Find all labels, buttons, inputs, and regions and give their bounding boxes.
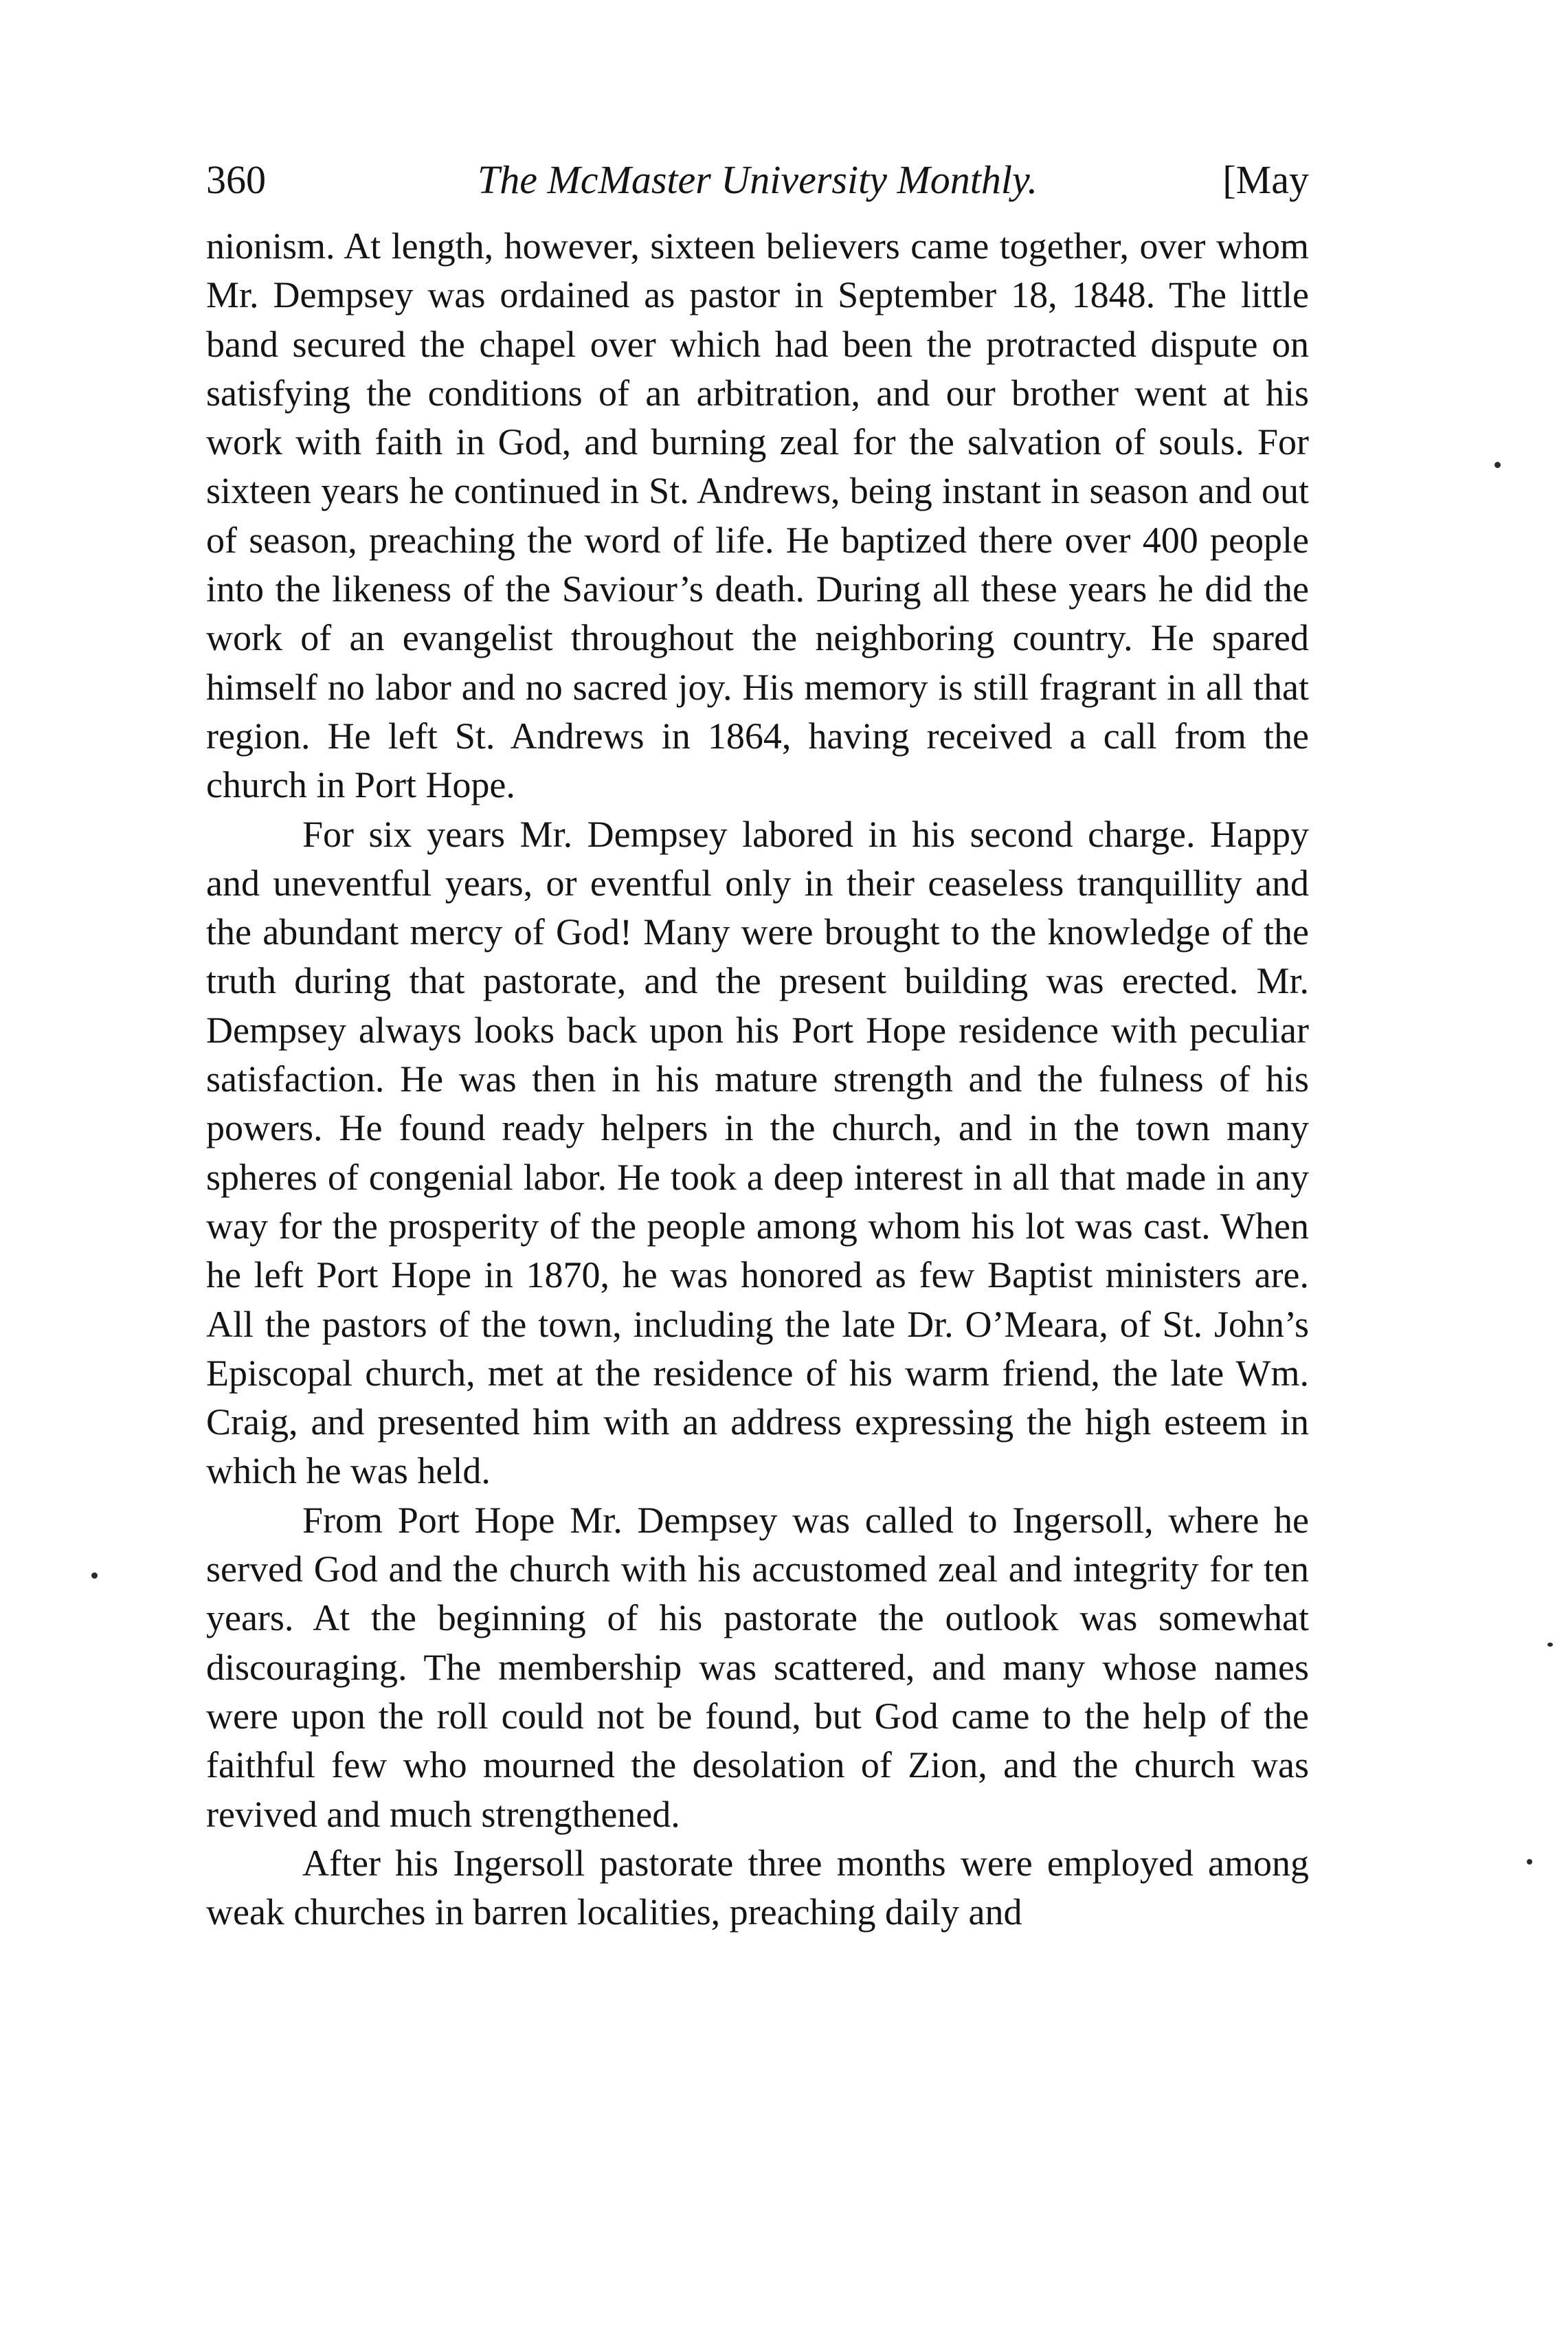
scan-speck [1494, 462, 1501, 468]
scan-speck [91, 1572, 98, 1579]
body-text [206, 222, 1309, 1937]
journal-title: The McMaster University Monthly. [477, 157, 1038, 202]
issue-month: [May [1222, 157, 1309, 202]
scan-speck [1527, 1859, 1532, 1865]
scan-speck [1547, 1643, 1553, 1647]
paragraph-ingersoll: From Port Hope Mr. Dempsey was called to Ingersoll, where he served God and the church with his accustomed zeal and integrity for ten years. At the beginning of his pastorate the outlook was somewhat discouraging. The membership was scattered, and many whose names were upon the roll could not be found, but God came to the help of the faithful few who mourned the desolation of Zion, and the church was revived and much strengthened. [206, 1499, 1309, 1835]
paragraph-port-hope: For six years Mr. Dempsey labored in his second charge. Happy and uneventful years, or eventful only in their ceaseless tranquillity and the abundant mercy of God! Many were brought to the knowledge of the truth during that pastorate, and the present building was erected. Mr. Dempsey always looks back upon his Port Hope residence with peculiar satisfaction. He was then in his mature strength and the fulness of his powers. He found ready helpers in the church, and in the town many spheres of congenial labor. He took a deep interest in all that made in any way for the prosperity of the people among whom his lot was cast. When he left Port Hope in 1870, he was honored as few Baptist ministers are. All the pastors of the town, including the late Dr. O’Meara, of St. John’s Episcopal church, met at the residence of his warm friend, the late Wm. Craig, and presented him with an address expressing the high esteem in which he was held. [206, 813, 1309, 1492]
running-head [206, 153, 1309, 208]
page-number: 360 [206, 157, 266, 202]
paragraph-continued: nionism. At length, however, sixteen believers came together, over whom Mr. Dempsey was ordained as pastor in September 18, 1848. The little band secured the chapel over which had been the protracted dispute on satisfying the conditions of an arbitration, and our brother went at his work with faith in God, and burning zeal for the salvation of souls. For sixteen years he continued in St. Andrews, being instant in season and out of season, preaching the word of life. He baptized there over 400 people into the likeness of the Saviour’s death. During all these years he did the work of an evangelist throughout the neighboring country. He spared himself no labor and no sacred joy. His memory is still fragrant in all that region. He left St. Andrews in 1864, having received a call from the church in Port Hope. [206, 225, 1309, 806]
paragraph-after-ingersoll: After his Ingersoll pastorate three months were employed among weak churches in barren localities, preaching daily and [206, 1842, 1309, 1933]
